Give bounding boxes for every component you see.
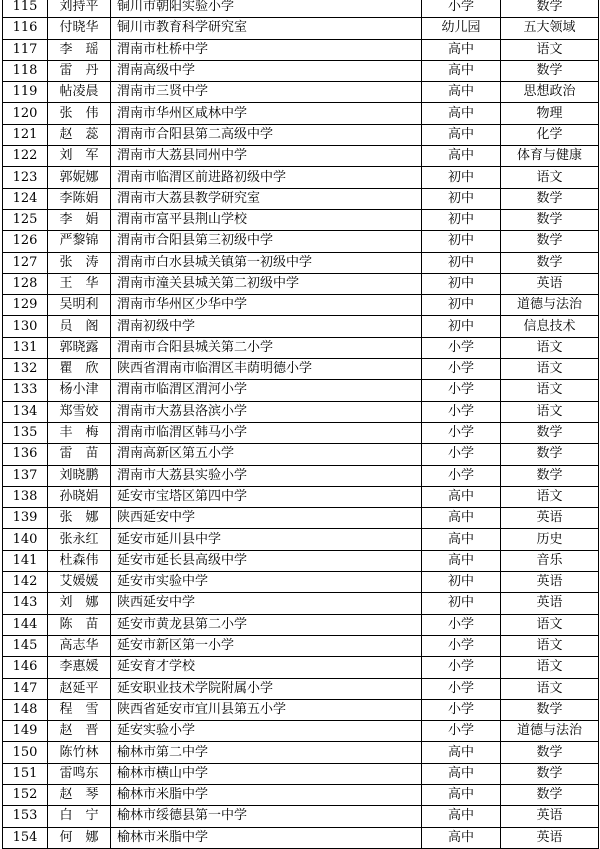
subject-cell: 英语 [501, 806, 599, 827]
subject-cell: 数学 [501, 188, 599, 209]
table-row [3, 635, 599, 656]
teacher-name-cell: 张永红 [48, 529, 111, 550]
teacher-name-cell: 雷 丹 [48, 60, 111, 81]
school-unit-cell: 渭南初级中学 [111, 316, 422, 337]
teacher-name-cell: 张 涛 [48, 252, 111, 273]
table-row [3, 593, 599, 614]
teacher-name-cell: 李惠媛 [48, 657, 111, 678]
teacher-name-cell: 丰 梅 [48, 422, 111, 443]
teacher-name-cell: 赵 琴 [48, 784, 111, 805]
row-number-cell: 143 [3, 593, 48, 614]
row-number-cell: 134 [3, 401, 48, 422]
subject-cell: 英语 [501, 508, 599, 529]
table-row [3, 721, 599, 742]
school-stage-cell: 小学 [422, 721, 501, 742]
school-stage-cell: 小学 [422, 465, 501, 486]
school-unit-cell: 渭南市合阳县第三初级中学 [111, 231, 422, 252]
school-unit-cell: 渭南市大荔县同州中学 [111, 146, 422, 167]
table-row [3, 678, 599, 699]
row-number-cell: 152 [3, 784, 48, 805]
row-number-cell: 118 [3, 60, 48, 81]
table-row [3, 699, 599, 720]
row-number-cell: 123 [3, 167, 48, 188]
row-number-cell: 151 [3, 763, 48, 784]
school-unit-cell: 陕西省渭南市临渭区丰荫明德小学 [111, 359, 422, 380]
school-unit-cell: 陕西省延安市宜川县第五小学 [111, 699, 422, 720]
table-row [3, 0, 599, 18]
school-unit-cell: 渭南市潼关县城关第二初级中学 [111, 273, 422, 294]
school-stage-cell: 高中 [422, 742, 501, 763]
subject-cell: 数学 [501, 742, 599, 763]
table-row [3, 784, 599, 805]
subject-cell: 五大领域 [501, 18, 599, 39]
table-row [3, 508, 599, 529]
school-unit-cell: 渭南市合阳县第二高级中学 [111, 124, 422, 145]
school-stage-cell: 初中 [422, 273, 501, 294]
school-unit-cell: 延安市黄龙县第二小学 [111, 614, 422, 635]
table-row [3, 337, 599, 358]
table-row [3, 295, 599, 316]
table-row [3, 614, 599, 635]
school-unit-cell: 延安市宝塔区第四中学 [111, 486, 422, 507]
subject-cell: 语文 [501, 486, 599, 507]
school-unit-cell: 榆林市米脂中学 [111, 827, 422, 848]
school-unit-cell: 铜川市朝阳实验小学 [111, 0, 422, 18]
teacher-name-cell: 刘 军 [48, 146, 111, 167]
table-row [3, 422, 599, 443]
school-stage-cell: 初中 [422, 209, 501, 230]
teacher-name-cell: 张 伟 [48, 103, 111, 124]
school-stage-cell: 高中 [422, 146, 501, 167]
row-number-cell: 145 [3, 635, 48, 656]
school-stage-cell: 小学 [422, 0, 501, 18]
row-number-cell: 137 [3, 465, 48, 486]
teacher-name-cell: 高志华 [48, 635, 111, 656]
table-row [3, 486, 599, 507]
row-number-cell: 122 [3, 146, 48, 167]
table-row [3, 146, 599, 167]
table-row [3, 550, 599, 571]
school-unit-cell: 延安市延长县高级中学 [111, 550, 422, 571]
teacher-name-cell: 李 瑶 [48, 39, 111, 60]
school-unit-cell: 渭南市大荔县洛滨小学 [111, 401, 422, 422]
row-number-cell: 128 [3, 273, 48, 294]
teacher-name-cell: 刘 娜 [48, 593, 111, 614]
teacher-name-cell: 雷鸣东 [48, 763, 111, 784]
teacher-name-cell: 张 娜 [48, 508, 111, 529]
school-unit-cell: 陕西延安中学 [111, 593, 422, 614]
subject-cell: 数学 [501, 444, 599, 465]
school-unit-cell: 榆林市横山中学 [111, 763, 422, 784]
subject-cell: 思想政治 [501, 82, 599, 103]
subject-cell: 数学 [501, 60, 599, 81]
school-stage-cell: 小学 [422, 678, 501, 699]
subject-cell: 数学 [501, 422, 599, 443]
teacher-name-cell: 陈 苗 [48, 614, 111, 635]
school-stage-cell: 初中 [422, 188, 501, 209]
table-row [3, 401, 599, 422]
row-number-cell: 153 [3, 806, 48, 827]
teacher-name-cell: 赵 晋 [48, 721, 111, 742]
row-number-cell: 126 [3, 231, 48, 252]
table-row [3, 465, 599, 486]
row-number-cell: 154 [3, 827, 48, 848]
subject-cell: 体育与健康 [501, 146, 599, 167]
school-stage-cell: 初中 [422, 167, 501, 188]
school-stage-cell: 高中 [422, 103, 501, 124]
teacher-name-cell: 王 华 [48, 273, 111, 294]
school-unit-cell: 渭南市大荔县教学研究室 [111, 188, 422, 209]
teacher-name-cell: 杜森伟 [48, 550, 111, 571]
row-number-cell: 147 [3, 678, 48, 699]
school-stage-cell: 初中 [422, 593, 501, 614]
row-number-cell: 130 [3, 316, 48, 337]
school-stage-cell: 高中 [422, 82, 501, 103]
teacher-name-cell: 刘晓鹏 [48, 465, 111, 486]
school-unit-cell: 榆林市绥德县第一中学 [111, 806, 422, 827]
subject-cell: 物理 [501, 103, 599, 124]
school-unit-cell: 渭南市杜桥中学 [111, 39, 422, 60]
row-number-cell: 119 [3, 82, 48, 103]
table-row [3, 316, 599, 337]
subject-cell: 英语 [501, 593, 599, 614]
row-number-cell: 135 [3, 422, 48, 443]
school-stage-cell: 高中 [422, 529, 501, 550]
school-stage-cell: 小学 [422, 359, 501, 380]
teacher-name-cell: 赵 蕊 [48, 124, 111, 145]
teacher-name-cell: 何 娜 [48, 827, 111, 848]
school-unit-cell: 渭南市华州区咸林中学 [111, 103, 422, 124]
school-unit-cell: 渭南高级中学 [111, 60, 422, 81]
row-number-cell: 141 [3, 550, 48, 571]
subject-cell: 化学 [501, 124, 599, 145]
teacher-name-cell: 郭晓露 [48, 337, 111, 358]
school-stage-cell: 高中 [422, 784, 501, 805]
school-stage-cell: 幼儿园 [422, 18, 501, 39]
school-stage-cell: 初中 [422, 231, 501, 252]
table-row [3, 657, 599, 678]
teacher-name-cell: 付晓华 [48, 18, 111, 39]
row-number-cell: 131 [3, 337, 48, 358]
school-unit-cell: 渭南市临渭区渭河小学 [111, 380, 422, 401]
table-row [3, 39, 599, 60]
school-unit-cell: 铜川市教育科学研究室 [111, 18, 422, 39]
teacher-name-cell: 雷 苗 [48, 444, 111, 465]
table-row [3, 103, 599, 124]
school-unit-cell: 榆林市米脂中学 [111, 784, 422, 805]
school-stage-cell: 小学 [422, 699, 501, 720]
subject-cell: 数学 [501, 231, 599, 252]
subject-cell: 数学 [501, 252, 599, 273]
subject-cell: 数学 [501, 784, 599, 805]
subject-cell: 语文 [501, 359, 599, 380]
row-number-cell: 133 [3, 380, 48, 401]
school-unit-cell: 渭南市白水县城关镇第一初级中学 [111, 252, 422, 273]
school-unit-cell: 延安市延川县中学 [111, 529, 422, 550]
row-number-cell: 138 [3, 486, 48, 507]
school-stage-cell: 高中 [422, 486, 501, 507]
subject-cell: 语文 [501, 401, 599, 422]
table-row [3, 827, 599, 848]
school-stage-cell: 高中 [422, 763, 501, 784]
school-unit-cell: 渭南市富平县荆山学校 [111, 209, 422, 230]
row-number-cell: 136 [3, 444, 48, 465]
row-number-cell: 139 [3, 508, 48, 529]
row-number-cell: 140 [3, 529, 48, 550]
row-number-cell: 125 [3, 209, 48, 230]
school-stage-cell: 小学 [422, 614, 501, 635]
subject-cell: 语文 [501, 678, 599, 699]
table-row [3, 18, 599, 39]
row-number-cell: 142 [3, 572, 48, 593]
school-stage-cell: 小学 [422, 422, 501, 443]
row-number-cell: 117 [3, 39, 48, 60]
table-row [3, 742, 599, 763]
row-number-cell: 116 [3, 18, 48, 39]
subject-cell: 数学 [501, 465, 599, 486]
row-number-cell: 146 [3, 657, 48, 678]
subject-cell: 数学 [501, 763, 599, 784]
table-row [3, 763, 599, 784]
teacher-name-cell: 员 阁 [48, 316, 111, 337]
row-number-cell: 129 [3, 295, 48, 316]
teacher-name-cell: 严黎锦 [48, 231, 111, 252]
school-unit-cell: 渭南市合阳县城关第二小学 [111, 337, 422, 358]
subject-cell: 英语 [501, 572, 599, 593]
table-row [3, 188, 599, 209]
school-stage-cell: 小学 [422, 380, 501, 401]
teacher-name-cell: 艾媛媛 [48, 572, 111, 593]
row-number-cell: 144 [3, 614, 48, 635]
school-stage-cell: 高中 [422, 806, 501, 827]
school-stage-cell: 高中 [422, 39, 501, 60]
school-stage-cell: 小学 [422, 337, 501, 358]
row-number-cell: 148 [3, 699, 48, 720]
subject-cell: 数学 [501, 699, 599, 720]
subject-cell: 语文 [501, 337, 599, 358]
teacher-name-cell: 瞿 欣 [48, 359, 111, 380]
teacher-name-cell: 赵延平 [48, 678, 111, 699]
school-stage-cell: 初中 [422, 316, 501, 337]
table-row [3, 82, 599, 103]
subject-cell: 语文 [501, 380, 599, 401]
subject-cell: 语文 [501, 635, 599, 656]
table-row [3, 380, 599, 401]
row-number-cell: 132 [3, 359, 48, 380]
school-unit-cell: 渭南市大荔县实验小学 [111, 465, 422, 486]
teacher-name-cell: 李陈娟 [48, 188, 111, 209]
school-unit-cell: 渭南市华州区少华中学 [111, 295, 422, 316]
subject-cell: 信息技术 [501, 316, 599, 337]
school-unit-cell: 延安实验小学 [111, 721, 422, 742]
roster-table [2, 0, 599, 849]
table-row [3, 572, 599, 593]
teacher-name-cell: 白 宁 [48, 806, 111, 827]
row-number-cell: 127 [3, 252, 48, 273]
school-unit-cell: 渭南市临渭区韩马小学 [111, 422, 422, 443]
subject-cell: 语文 [501, 614, 599, 635]
school-stage-cell: 初中 [422, 252, 501, 273]
teacher-name-cell: 帖凌晨 [48, 82, 111, 103]
school-stage-cell: 小学 [422, 657, 501, 678]
subject-cell: 道德与法治 [501, 295, 599, 316]
subject-cell: 语文 [501, 167, 599, 188]
school-stage-cell: 初中 [422, 572, 501, 593]
school-unit-cell: 延安育才学校 [111, 657, 422, 678]
school-stage-cell: 高中 [422, 827, 501, 848]
school-unit-cell: 渭南市临渭区前进路初级中学 [111, 167, 422, 188]
row-number-cell: 150 [3, 742, 48, 763]
table-row [3, 231, 599, 252]
subject-cell: 历史 [501, 529, 599, 550]
table-row [3, 167, 599, 188]
school-unit-cell: 榆林市第二中学 [111, 742, 422, 763]
table-row [3, 209, 599, 230]
school-unit-cell: 延安市新区第一小学 [111, 635, 422, 656]
teacher-name-cell: 郑雪姣 [48, 401, 111, 422]
teacher-name-cell: 李 娟 [48, 209, 111, 230]
teacher-name-cell: 吴明利 [48, 295, 111, 316]
school-stage-cell: 高中 [422, 124, 501, 145]
table-row [3, 273, 599, 294]
table-row [3, 444, 599, 465]
school-stage-cell: 高中 [422, 60, 501, 81]
school-stage-cell: 小学 [422, 635, 501, 656]
teacher-name-cell: 刘持平 [48, 0, 111, 18]
subject-cell: 英语 [501, 273, 599, 294]
school-unit-cell: 陕西延安中学 [111, 508, 422, 529]
school-unit-cell: 延安市实验中学 [111, 572, 422, 593]
school-unit-cell: 渭南高新区第五小学 [111, 444, 422, 465]
subject-cell: 英语 [501, 827, 599, 848]
school-unit-cell: 渭南市三贤中学 [111, 82, 422, 103]
school-stage-cell: 初中 [422, 295, 501, 316]
teacher-name-cell: 郭妮娜 [48, 167, 111, 188]
school-stage-cell: 小学 [422, 401, 501, 422]
subject-cell: 道德与法治 [501, 721, 599, 742]
subject-cell: 语文 [501, 657, 599, 678]
roster-table-body [3, 0, 599, 848]
school-unit-cell: 延安职业技术学院附属小学 [111, 678, 422, 699]
table-row [3, 252, 599, 273]
subject-cell: 数学 [501, 209, 599, 230]
school-stage-cell: 高中 [422, 508, 501, 529]
teacher-name-cell: 程 雪 [48, 699, 111, 720]
table-row [3, 529, 599, 550]
row-number-cell: 124 [3, 188, 48, 209]
row-number-cell: 115 [3, 0, 48, 18]
table-row [3, 359, 599, 380]
school-stage-cell: 高中 [422, 550, 501, 571]
row-number-cell: 149 [3, 721, 48, 742]
row-number-cell: 120 [3, 103, 48, 124]
teacher-name-cell: 杨小津 [48, 380, 111, 401]
subject-cell: 音乐 [501, 550, 599, 571]
school-stage-cell: 小学 [422, 444, 501, 465]
subject-cell: 数学 [501, 0, 599, 18]
table-row [3, 124, 599, 145]
teacher-name-cell: 陈竹林 [48, 742, 111, 763]
table-row [3, 60, 599, 81]
row-number-cell: 121 [3, 124, 48, 145]
table-row [3, 806, 599, 827]
teacher-name-cell: 孙晓娟 [48, 486, 111, 507]
subject-cell: 语文 [501, 39, 599, 60]
